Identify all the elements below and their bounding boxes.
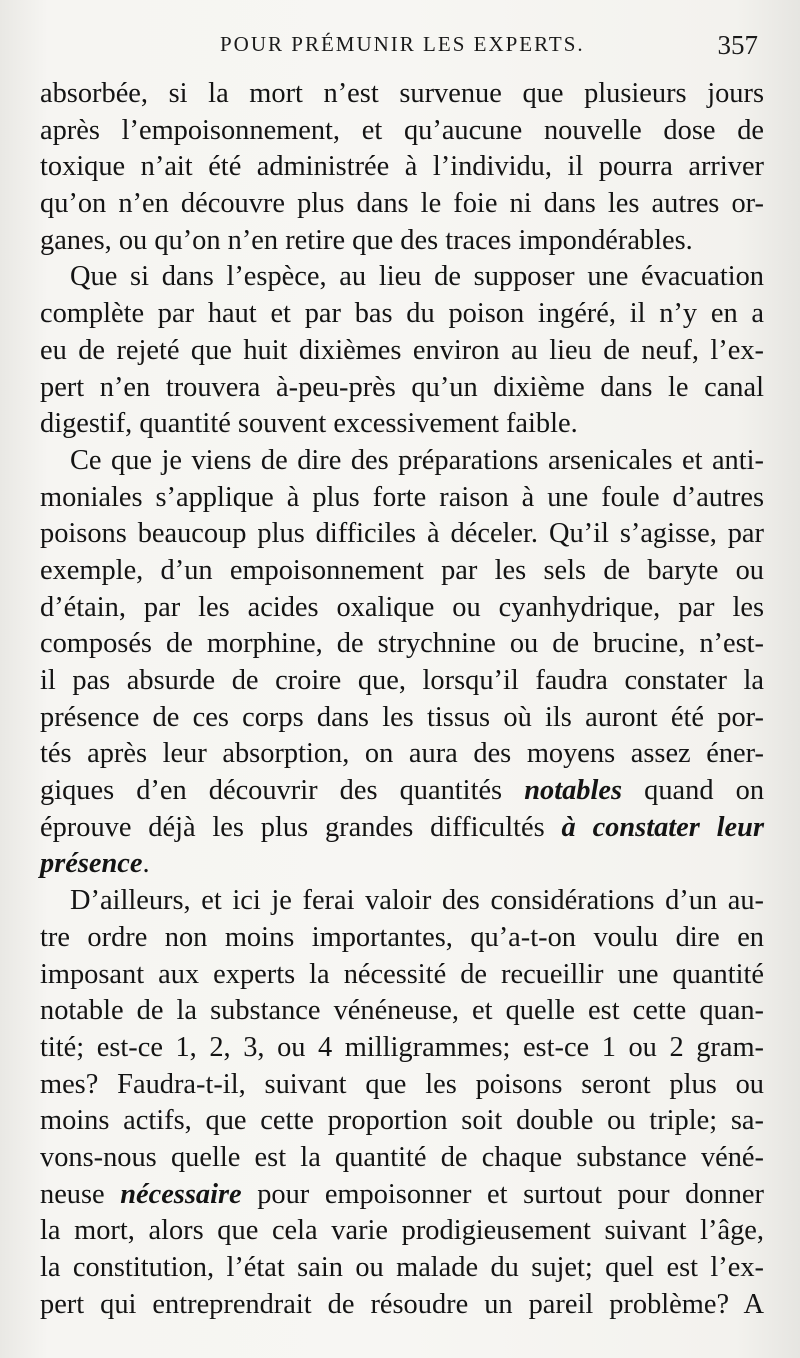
text-line: tité; est-ce 1, 2, 3, ou 4 milligrammes; est-ce 1 ou 2 gram-	[40, 1031, 764, 1063]
text-line: mes? Faudra-t-il, suivant que les poisons seront plus ou	[40, 1068, 764, 1100]
italic-emphasis: à constater leur	[561, 811, 764, 843]
text-line: Que si dans l’espèce, au lieu de supposer une évacuation	[70, 261, 764, 293]
text-line: poisons beaucoup plus difficiles à déceler. Qu’il s’agisse, par	[40, 518, 764, 550]
text-line: D’ailleurs, et ici je ferai valoir des considérations d’un au-	[70, 885, 764, 917]
text-segment: neuse	[40, 1178, 121, 1210]
text-segment: quand on	[622, 775, 765, 807]
text-line: présence de ces corps dans les tissus où ils auront été por-	[40, 701, 764, 733]
text-line	[40, 846, 764, 883]
italic-emphasis: nécessaire	[120, 1178, 242, 1210]
text-line: d’étain, par les acides oxalique ou cyanhydrique, par les	[40, 591, 764, 623]
text-line: moins actifs, que cette proportion soit double ou triple; sa-	[40, 1105, 764, 1137]
italic-emphasis: présence	[40, 848, 143, 880]
text-line: absorbée, si la mort n’est survenue que plusieurs jours	[40, 78, 764, 109]
text-segment: giques d’en découvrir des quantités	[40, 775, 525, 807]
text-line: qu’on n’en découvre plus dans le foie ni dans les autres or-	[40, 188, 764, 220]
italic-emphasis: notables	[524, 775, 623, 807]
text-line	[40, 773, 764, 810]
text-line: imposant aux experts la nécessité de recueillir une quantité	[40, 958, 764, 990]
text-line: il pas absurde de croire que, lorsqu’il faudra constater la	[40, 665, 764, 696]
text-line	[40, 810, 764, 847]
text-line: Ce que je viens de dire des préparations arsenicales et anti-	[70, 444, 764, 476]
text-line: la mort, alors que cela varie prodigieusement suivant l’âge,	[40, 1215, 764, 1247]
text-segment: éprouve déjà les plus grandes difficultés	[40, 811, 562, 843]
text-line: notable de la substance vénéneuse, et quelle est cette quan-	[40, 995, 764, 1027]
text-line: pert qui entreprendrait de résoudre un pareil problème? A	[40, 1288, 764, 1320]
text-line: complète par haut et par bas du poison ingéré, il n’y en a	[40, 298, 764, 330]
text-line: toxique n’ait été administrée à l’individu, il pourra arriver	[40, 151, 764, 183]
text-line: exemple, d’un empoisonnement par les sels de baryte ou	[40, 554, 764, 586]
text-segment: pour empoisonner et surtout pour donner	[241, 1178, 764, 1210]
text-line	[40, 1177, 764, 1214]
text-line: après l’empoisonnement, et qu’aucune nouvelle dose de	[40, 114, 764, 146]
page-header	[40, 30, 764, 70]
text-line: digestif, quantité souvent excessivement faible.	[40, 408, 578, 440]
text-line: tés après leur absorption, on aura des moyens assez éner-	[40, 738, 764, 770]
text-line: eu de rejeté que huit dixièmes environ au lieu de neuf, l’ex-	[40, 334, 764, 366]
text-line: composés de morphine, de strychnine ou de brucine, n’est-	[40, 628, 764, 660]
text-line: vons-nous quelle est la quantité de chaque substance véné-	[40, 1141, 764, 1173]
text-segment: .	[142, 848, 150, 880]
text-line: moniales s’applique à plus forte raison à une foule d’autres	[40, 481, 764, 513]
body-text	[40, 76, 764, 1323]
page-number: 357	[717, 30, 758, 60]
text-line: ganes, ou qu’on n’en retire que des traces impondérables.	[40, 224, 693, 256]
text-line: tre ordre non moins importantes, qu’a-t-on voulu dire en	[40, 921, 764, 953]
text-line: la constitution, l’état sain ou malade du sujet; quel est l’ex-	[40, 1252, 764, 1283]
running-head: POUR PRÉMUNIR LES EXPERTS.	[220, 32, 585, 56]
text-line: pert n’en trouvera à-peu-près qu’un dixième dans le canal	[40, 371, 764, 403]
